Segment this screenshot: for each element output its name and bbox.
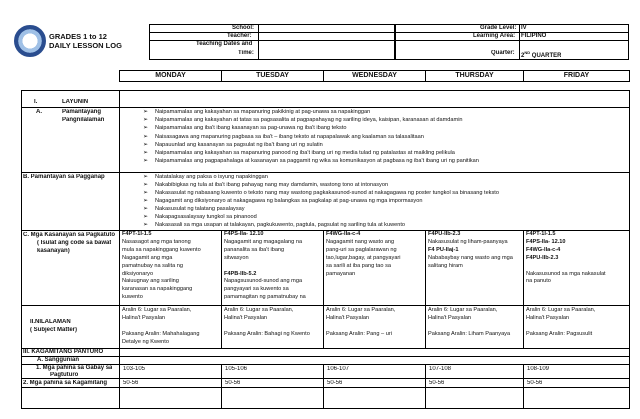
pamantayan-pagganap-label: B. Pamantayan sa Pagganap — [23, 174, 105, 180]
kagamitang-thursday: 50-56 — [429, 380, 445, 386]
b-item-7: ➢ Nakasasali sa mga usapan at talakayan, pagkukuwento, pagtula, pagsulat ng sariling tula at kuwento — [155, 222, 405, 229]
teacher-label: Teacher: — [227, 33, 252, 39]
day-tuesday: TUESDAY — [221, 70, 324, 82]
teaching-dates-label: Teaching Dates and — [196, 41, 253, 47]
kasanayan-tuesday: F4PS-IIa- 12.10 Nagagamit ang magagalang na pananalita sa iba't ibang sitwasyon F4PB-IIb-5.2 Napagsusunod-sunod ang mga pangyayari sa kuwento sa pamamagitan ng pamatnubay na — [224, 231, 306, 301]
kagamitang-monday: 50-56 — [123, 380, 139, 386]
nilalaman-label-2: ( Subject Matter) — [30, 327, 78, 333]
b-item-6: ➢ Nakapagsasalaysay tungkol sa pinanood — [155, 214, 257, 221]
day-friday: FRIDAY — [523, 70, 630, 82]
header-grid-left — [149, 24, 395, 60]
b-item-1: ➢ Natatalakay ang paksa o isyung napakinggan — [155, 174, 268, 181]
quarter-value: 2ND QUARTER — [521, 50, 562, 58]
b-item-3: ➢ Nakasasulat ng nabasang kuwento o teksto nang may wastong pagkakasunod-sunod at nakagagawa ng poster tungkol sa binasang teksto — [155, 190, 499, 197]
learning-area-label: Learning Area: — [473, 33, 516, 39]
a-item-6: ➢ Naipamamalas ang kakayahan sa mapanuring panood ng iba't ibang uri ng media tulad ng patalastas at maikling pelikula — [155, 150, 455, 157]
pamantayang-label-2: Pangnilalaman — [62, 117, 105, 123]
b-item-4: ➢ Nagagamit ang diksiyonaryo at nakagagawa ng balangkas sa pagkalap at pag-unawa ng mga impormasyon — [155, 198, 422, 205]
b-item-5: ➢ Nakasusulat ng talatang pasalaysay — [155, 206, 245, 213]
title-line-1: GRADES 1 to 12 — [49, 32, 107, 41]
kasanayan-label-1: C. Mga Kasanayan sa Pagkatuto — [23, 232, 116, 238]
grade-level-label: Grade Level: — [480, 25, 517, 31]
kagamitang-friday: 50-56 — [527, 380, 543, 386]
kagamitang-wednesday: 50-56 — [327, 380, 343, 386]
gabay-friday: 108-109 — [527, 366, 550, 372]
day-wednesday: WEDNESDAY — [323, 70, 426, 82]
kasanayan-label-2: ( Isulat ang code sa bawat — [37, 240, 112, 246]
kasanayan-monday: F4PT-1I-1.5 Nasasagot ang mga tanong mula sa napakinggang kuwento Nagagamit ang mga pamatnubay na salita ng diksiyonaryo Naiuugnay ang sariling karanasan sa napakinggang kuwento — [122, 231, 201, 301]
a-item-5: ➢ Napauunlad ang kasanayan sa pagsulat ng iba't ibang uri ng sulatin — [155, 142, 323, 149]
a-item-4: ➢ Naisasagawa ang mapanuring pagbasa sa iba't – ibang teksto at napapalawak ang kaalaman sa talasalitaan — [155, 134, 424, 141]
kagamitang-label: 2. Mga pahina sa Kagamitang — [23, 380, 108, 386]
nilalaman-friday: Aralin 6: Lugar sa Paaralan, Halina't Pasyalan Paksang Aralin: Pagsusulit — [526, 307, 596, 337]
b-item-2: ➢ Nakabibigkas ng tula at iba't ibang pahayag nang may damdamin, wastong tono at intonasyon — [155, 182, 388, 189]
pamantayang-num: A. — [36, 109, 42, 115]
pamantayang-label-1: Pamantayang — [62, 109, 102, 115]
nilalaman-wednesday: Aralin 6: Lugar sa Paaralan, Halina't Pasyalan Paksang Aralin: Pang – uri — [326, 307, 396, 337]
nilalaman-tuesday: Aralin 6: Lugar sa Paaralan, Halina't Pasyalan Paksang Aralin: Bahagi ng Kwento — [224, 307, 310, 337]
kasanayan-friday: F4PT-1I-1.5 F4PS-IIa- 12.10 F4WG-IIa-c-4 F4PU-IIb-2.3 Nakasusunod sa mga nakasulat na panuto — [526, 231, 606, 285]
day-thursday: THURSDAY — [425, 70, 524, 82]
time-label: Time: — [238, 50, 254, 56]
gabay-tuesday: 105-106 — [225, 366, 248, 372]
gabay-monday: 103-105 — [123, 366, 146, 372]
a-item-7: ➢ Naipamamalas ang pagpapahalaga at kasanayan sa paggamit ng wika sa komunikasyon at pagbasa ng iba't ibang uri ng panitikan — [155, 158, 479, 165]
day-monday: MONDAY — [119, 70, 222, 82]
learning-area-value: FILIPINO — [521, 33, 547, 39]
kasanayan-label-3: kasanayan) — [37, 248, 70, 254]
a-item-1: ➢ Naipamamalas ang kakayahan sa mapanuring pakikinig at pag-unawa sa napakinggan — [155, 109, 370, 116]
title-line-2: DAILY LESSON LOG — [49, 41, 122, 50]
quarter-label: Quarter: — [491, 50, 515, 56]
a-item-3: ➢ Naipamamalas ang iba't ibang kasanayan sa pag-unawa ng iba't ibang teksto — [155, 125, 347, 132]
nilalaman-label-1: II.NILALAMAN — [30, 319, 71, 325]
gabay-wednesday: 106-107 — [327, 366, 350, 372]
sanggunian-label: A. Sanggunian — [37, 357, 79, 363]
kagamitang-tuesday: 50-56 — [225, 380, 241, 386]
layunin-num: I. — [34, 99, 38, 105]
school-label: School: — [232, 25, 254, 31]
grade-level-value: IV — [521, 25, 527, 31]
kasanayan-thursday: F4PU-IIb-2.3 Nakasusulat ng liham-paanyaya F4 PU-IIaj-1 Nababaybay nang wasto ang mga salitang hiram — [428, 231, 513, 269]
gabay-thursday: 107-108 — [429, 366, 452, 372]
gabay-label-2: Pagtuturo — [50, 372, 79, 378]
kasanayan-wednesday: F4WG-IIa-c-4 Nagagamit nang wasto ang pang-uri sa paglalarawan ng tao,lugar,bagay, at pangyayari sa sarili at iba pang tao sa pamayanan — [326, 231, 401, 277]
deped-seal-logo — [14, 25, 46, 57]
nilalaman-thursday: Aralin 6: Lugar sa Paaralan, Halina't Pasyalan Paksang Aralin: Liham Paanyaya — [428, 307, 511, 337]
kagamitan-heading: III. KAGAMITANG PANTURO — [23, 349, 104, 355]
layunin-heading: LAYUNIN — [62, 99, 89, 105]
nilalaman-monday: Aralin 6: Lugar sa Paaralan, Halina't Pasyalan Paksang Aralin: Mahahalagang Detalye ng Kwento — [122, 307, 200, 345]
a-item-2: ➢ Naipamamalas ang kakayahan at tatas sa pagsasalita at pagpapahayag ng sariling ideya, kaisipan, karanasan at damdamin — [155, 117, 463, 124]
gabay-label-1: 1. Mga pahina sa Gabay sa — [36, 365, 113, 371]
